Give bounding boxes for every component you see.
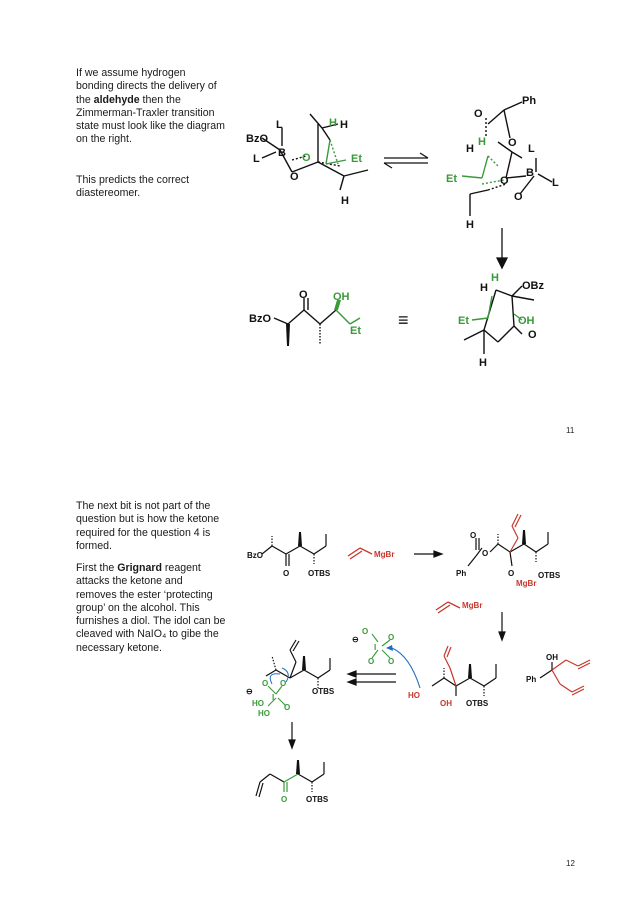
int-otbs-label: OTBS: [538, 571, 561, 580]
ts2-oxygen-label: O: [500, 175, 509, 187]
zimmerman-traxler-scheme: [0, 0, 638, 400]
byproduct-hydroxyl-label: OH: [546, 653, 558, 662]
ts1-ligand-label: L: [253, 153, 260, 165]
sm-bzo-label: BzO: [247, 551, 263, 560]
ts2-hydrogen-label: H: [466, 219, 474, 231]
product-hydroxyl-label: OH: [333, 291, 350, 303]
page-number: 11: [566, 426, 575, 435]
periodate-iodine-label: I: [374, 643, 377, 652]
ts1-bzo-label: BzO: [246, 133, 268, 145]
int-ester-oxygen-label: O: [482, 549, 489, 558]
ts2-hydrogen-label: H: [466, 143, 474, 155]
reaction-arrow-down: [499, 612, 505, 640]
ts1-ligand-label: L: [276, 119, 283, 131]
ts2-oxygen-label: O: [514, 191, 523, 203]
ts1-hydrogen-label: H: [329, 117, 337, 129]
paragraph-grignard: First the Grignard reagent attacks the ketone and removes the ester ‘protecting group’ on the alcohol. This furnishes a diol. The idol can be cleaved with NaIO₄ to gibe the necessary ketone.: [76, 562, 226, 654]
grignard-scheme: [0, 500, 638, 840]
periodate-oxygen-label: O: [362, 627, 369, 636]
bold-grignard: Grignard: [117, 562, 162, 574]
paragraph-next-bit: The next bit is not part of the question but is how the ketone required for the question 4 is formed.: [76, 500, 220, 552]
ts1-ethyl-label: Et: [351, 153, 362, 165]
product-carbonyl-label: O: [299, 289, 308, 301]
ester-oxygen-label: O: [284, 703, 291, 712]
ts2-ligand-label: L: [528, 143, 535, 155]
ts2-boron-label: B: [526, 167, 534, 179]
diol-hydroxyl-label: HO: [408, 691, 420, 700]
chair-hydrogen-label: H: [480, 282, 488, 294]
sm-otbs-label: OTBS: [308, 569, 331, 578]
int-carbonyl-label: O: [470, 531, 477, 540]
product-bzo-label: BzO: [249, 313, 271, 325]
final-carbonyl-label: O: [281, 795, 288, 804]
negative-charge-label: ⊖: [352, 635, 359, 644]
final-otbs-label: OTBS: [306, 795, 329, 804]
chair-hydroxyl-label: OH: [518, 315, 535, 327]
ester-otbs-label: OTBS: [312, 687, 335, 696]
ts1-oxygen-label: O: [302, 152, 311, 164]
chair-hydrogen-label: H: [491, 272, 499, 284]
ts2-phenyl-label: Ph: [522, 95, 537, 107]
curly-arrow: [392, 648, 420, 688]
periodate-oxygen-label: O: [388, 633, 395, 642]
ts2-ligand-label: L: [552, 177, 559, 189]
ts1-hydrogen-label: H: [341, 195, 349, 207]
ester-oxygen-label: O: [262, 679, 269, 688]
reaction-arrow-down: [497, 228, 507, 268]
ts2-oxygen-label: O: [474, 108, 483, 120]
wedge-bond: [286, 324, 290, 346]
ts2-hydrogen-label: H: [478, 136, 486, 148]
paragraph-diastereomer: This predicts the correct diastereomer.: [76, 174, 190, 200]
chair-hydrogen-label: H: [479, 357, 487, 369]
chair-ethyl-label: Et: [458, 315, 469, 327]
diol-otbs-label: OTBS: [466, 699, 489, 708]
product-ethyl-label: Et: [350, 325, 361, 337]
ester-hydroxyl-label: HO: [258, 709, 270, 718]
periodate-oxygen-label: O: [368, 657, 375, 666]
chair-oxygen-label: O: [528, 329, 537, 341]
int-alkoxide-label: O: [508, 569, 515, 578]
equilibrium-arrows: [384, 153, 428, 168]
sm-carbonyl-label: O: [283, 569, 290, 578]
diol-hydroxyl-label: OH: [440, 699, 452, 708]
page-number: 12: [566, 859, 575, 868]
reaction-arrows-left: [348, 671, 396, 685]
equivalence-sign: ≡: [398, 310, 409, 330]
ts1-boron-label: B: [278, 147, 286, 159]
chair-obz-label: OBz: [522, 280, 544, 292]
reaction-arrow-down: [289, 722, 295, 748]
ester-oxygen-label: O: [280, 679, 287, 688]
ts1-hydrogen-label: H: [340, 119, 348, 131]
periodate-oxygen-label: O: [388, 657, 395, 666]
ts1-oxygen-label: O: [290, 171, 299, 183]
paragraph-zimmerman-traxler: If we assume hydrogen bonding directs the delivery of the aldehyde then the Zimmerman-Traxler transition state must look like the diagram on the right.: [76, 67, 225, 146]
allyl-mgbr-label: MgBr: [462, 601, 483, 610]
ts2-oxygen-label: O: [508, 137, 517, 149]
allyl-mgbr-label: MgBr: [374, 550, 395, 559]
bold-aldehyde: aldehyde: [93, 93, 140, 106]
reaction-arrow-right: [414, 551, 442, 557]
int-phenyl-label: Ph: [456, 569, 467, 578]
byproduct-phenyl-label: Ph: [526, 675, 537, 684]
ts2-ethyl-label: Et: [446, 173, 457, 185]
ester-iodine-label: I: [272, 693, 275, 702]
ester-hydroxyl-label: HO: [252, 699, 264, 708]
int-mgbr-label: MgBr: [516, 579, 537, 588]
negative-charge-label: ⊖: [246, 687, 253, 696]
